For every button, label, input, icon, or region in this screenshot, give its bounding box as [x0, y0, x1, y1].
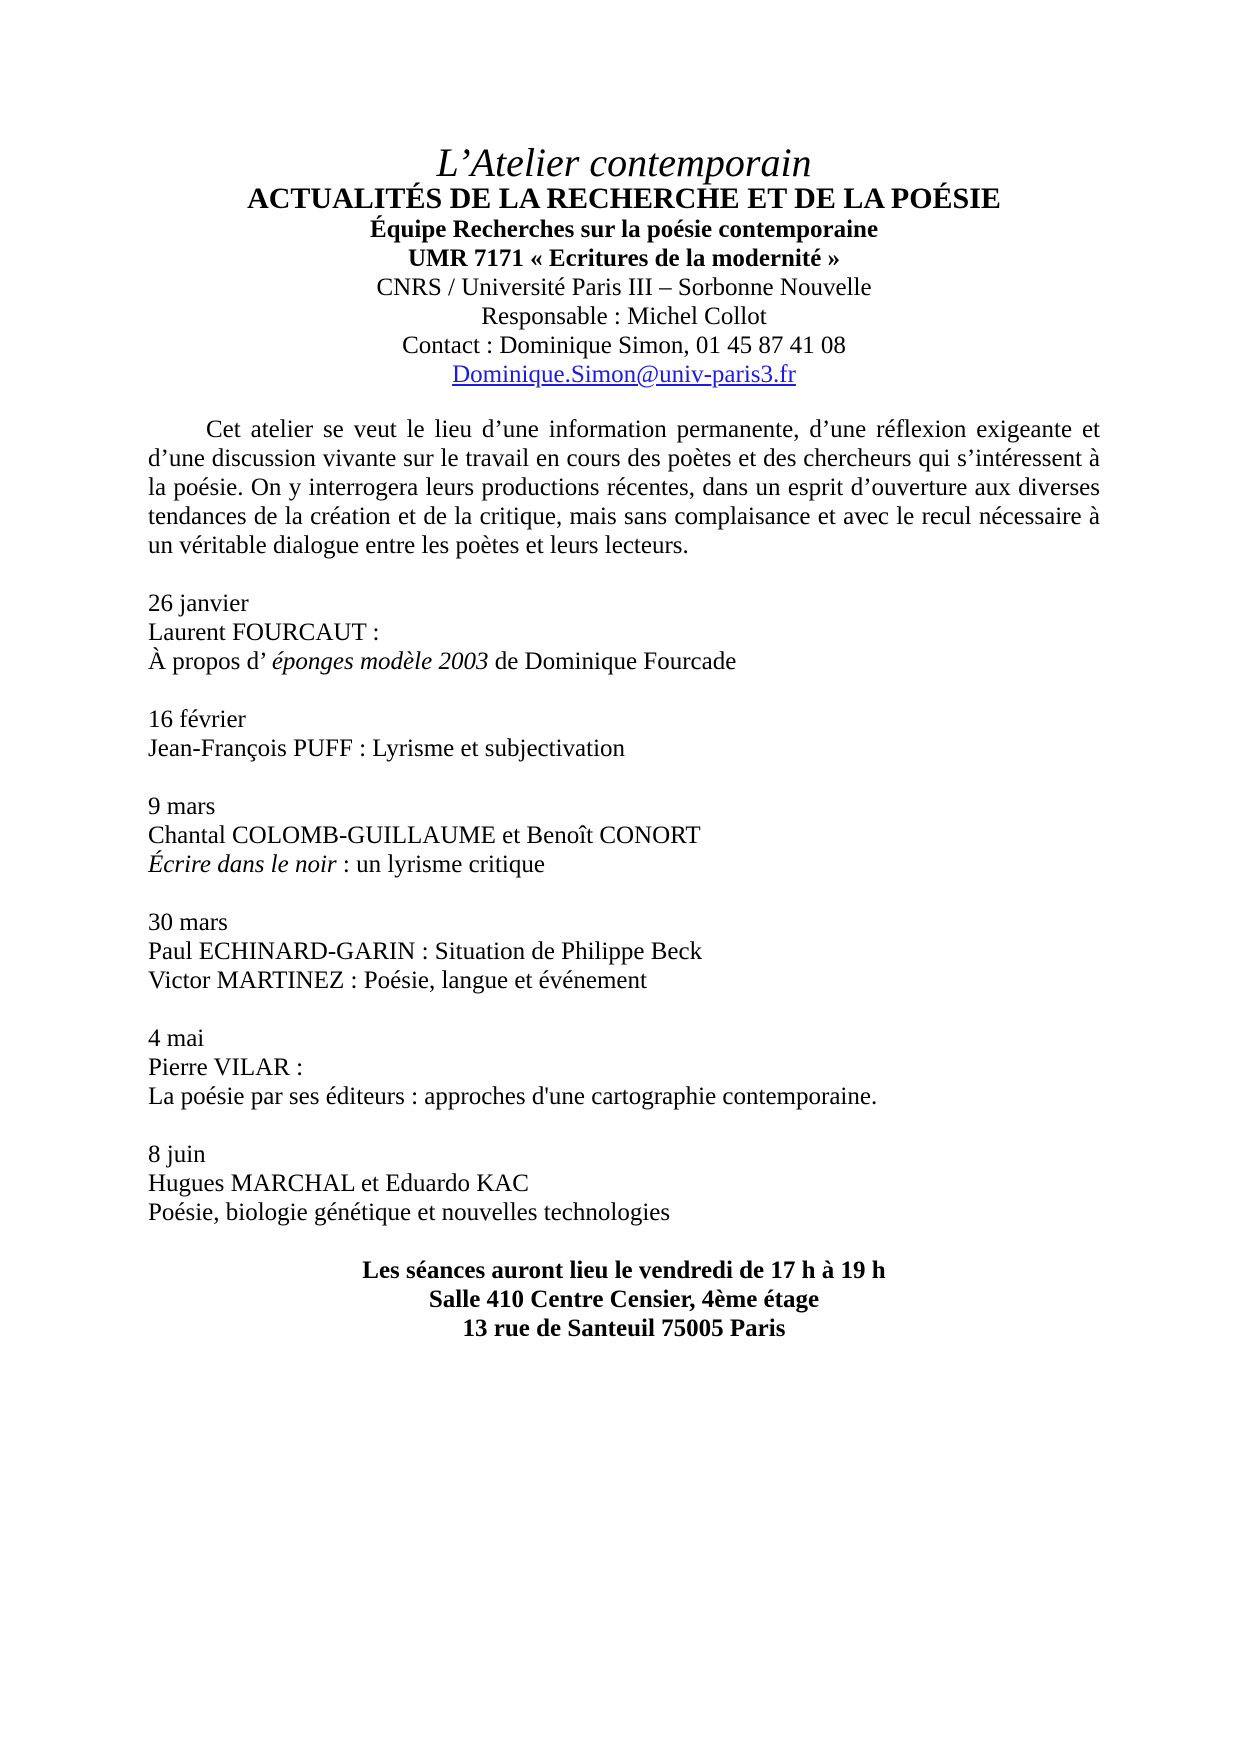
sessions-list	[148, 589, 1100, 1227]
session-topic: La poésie par ses éditeurs : approches d'une cartographie contemporaine.	[148, 1083, 878, 1110]
session-date: 9 mars	[148, 793, 216, 820]
topic-suffix: : un lyrisme critique	[336, 851, 545, 878]
session-topic: Poésie, biologie génétique et nouvelles technologies	[148, 1199, 671, 1226]
session-date: 16 février	[148, 706, 246, 733]
session-speaker: Victor MARTINEZ : Poésie, langue et événement	[148, 967, 647, 994]
institution: CNRS / Université Paris III – Sorbonne Nouvelle	[376, 274, 872, 301]
session-topic	[148, 850, 1100, 879]
session-date: 8 juin	[148, 1141, 206, 1168]
topic-title: éponges modèle 2003	[271, 648, 489, 675]
session-item	[148, 1024, 1100, 1111]
intro-paragraph: Cet atelier se veut le lieu d’une information permanente, d’une réflexion exigeante et d’une discussion vivante sur le travail en cours des poètes et des chercheurs qui s’intéressent à la poésie. On y interrogera leurs productions récentes, dans un esprit d’ouverture aux diverses tendances de la création et de la critique, mais sans complaisance et avec le recul nécessaire à un véritable dialogue entre les poètes et leurs lecteurs.	[148, 416, 1100, 559]
address: 13 rue de Santeuil 75005 Paris	[462, 1315, 786, 1342]
session-speaker: Paul ECHINARD-GARIN : Situation de Philippe Beck	[148, 938, 703, 965]
session-speaker: Hugues MARCHAL et Eduardo KAC	[148, 1170, 529, 1197]
schedule: Les séances auront lieu le vendredi de 17 h à 19 h	[362, 1257, 886, 1284]
session-speaker: Chantal COLOMB-GUILLAUME et Benoît CONORT	[148, 822, 701, 849]
contact: Contact : Dominique Simon, 01 45 87 41 08	[402, 332, 846, 359]
topic-title: Écrire dans le noir	[148, 851, 337, 878]
session-speaker: Pierre VILAR :	[148, 1054, 304, 1081]
responsible: Responsable : Michel Collot	[481, 303, 767, 330]
umr-label: UMR 7171 « Ecritures de la modernité »	[407, 245, 841, 272]
document-subtitle: ACTUALITÉS DE LA RECHERCHE ET DE LA POÉSIE	[247, 182, 1001, 215]
document-header	[148, 140, 1100, 389]
session-item	[148, 792, 1100, 879]
email-link[interactable]: Dominique.Simon@univ-paris3.fr	[452, 361, 796, 388]
session-item	[148, 589, 1100, 676]
document-title: L’Atelier contemporain	[436, 140, 812, 185]
session-date: 26 janvier	[148, 590, 249, 617]
session-item	[148, 908, 1100, 995]
session-speaker: Jean-François PUFF : Lyrisme et subjectivation	[148, 735, 626, 762]
session-speaker: Laurent FOURCAUT :	[148, 619, 380, 646]
session-date: 4 mai	[148, 1025, 205, 1052]
topic-suffix: de Dominique Fourcade	[488, 648, 737, 675]
document-page	[148, 140, 1100, 1343]
research-team: Équipe Recherches sur la poésie contemporaine	[369, 216, 879, 243]
venue-info	[148, 1256, 1100, 1343]
session-date: 30 mars	[148, 909, 228, 936]
session-item	[148, 705, 1100, 763]
room: Salle 410 Centre Censier, 4ème étage	[428, 1286, 820, 1313]
session-topic	[148, 647, 1100, 676]
session-item	[148, 1140, 1100, 1227]
topic-prefix: À propos d’	[148, 648, 272, 675]
